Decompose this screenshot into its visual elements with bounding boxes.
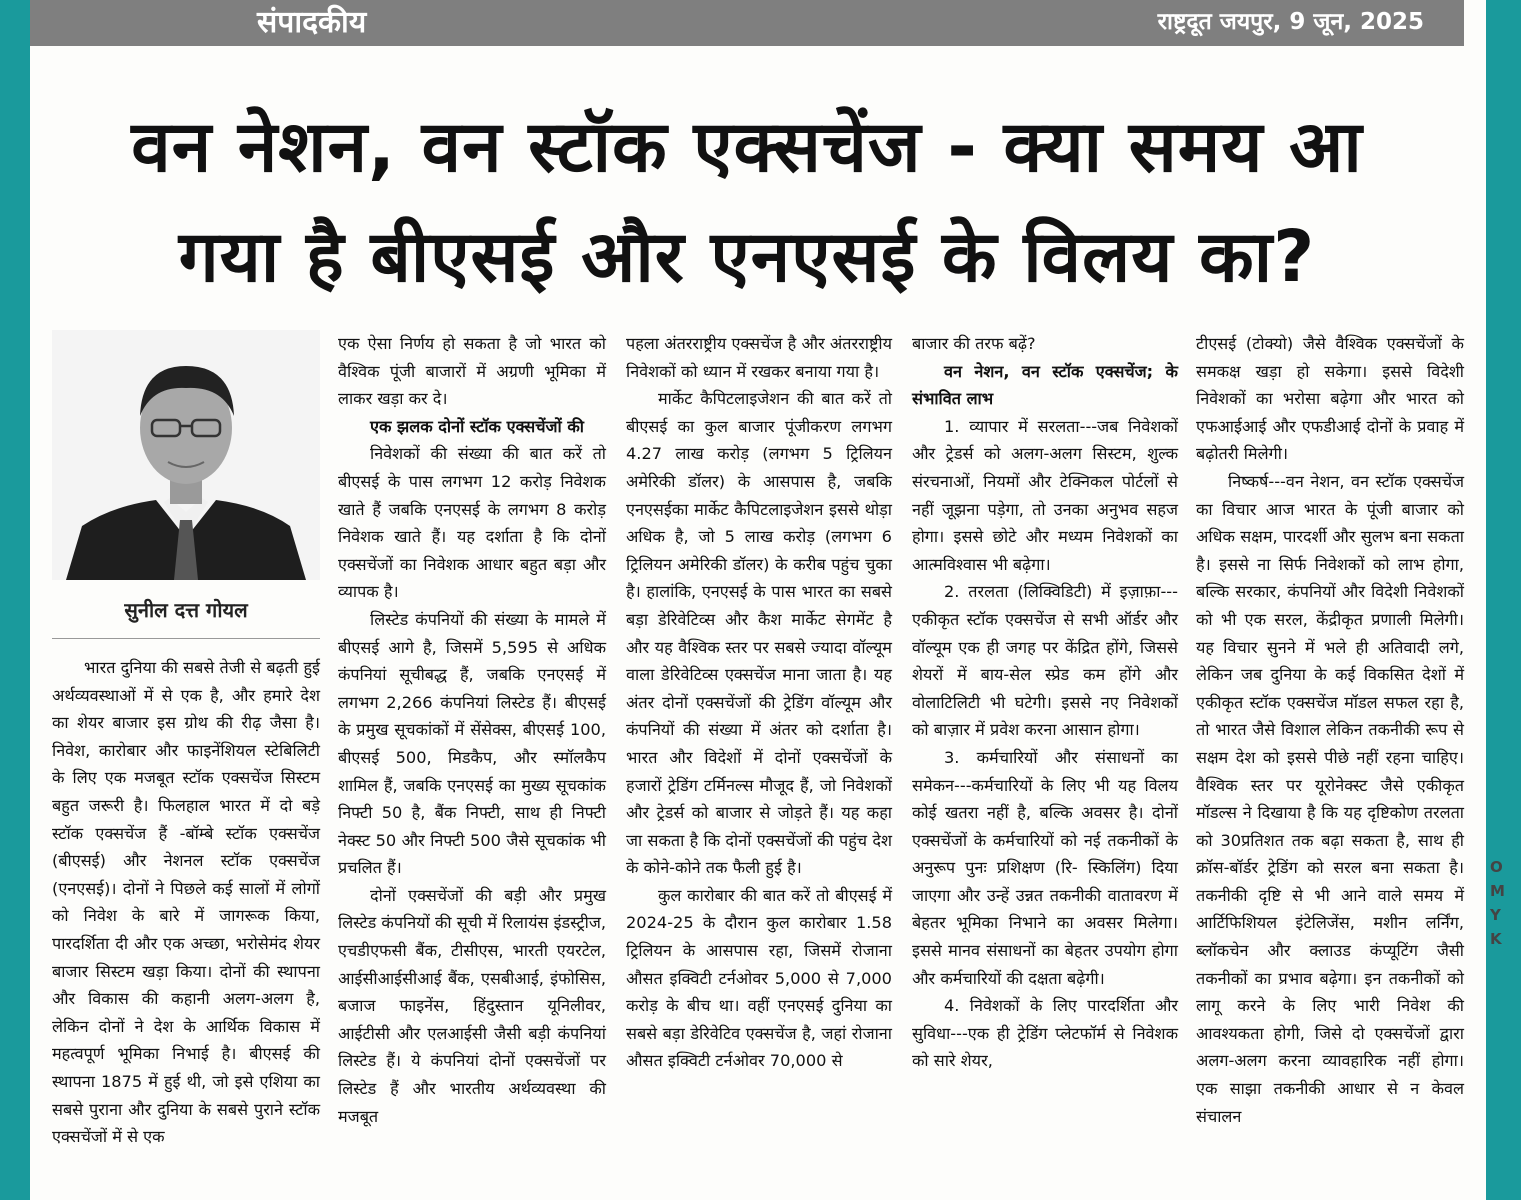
dateline: राष्ट्रदूत जयपुर, 9 जून, 2025 bbox=[1157, 9, 1424, 35]
newspaper-page bbox=[30, 0, 1486, 1200]
headline bbox=[30, 92, 1464, 312]
column-1-body bbox=[52, 654, 320, 1151]
edge-letter: K bbox=[1490, 930, 1502, 948]
column-3-paragraph: मार्केट कैपिटलाइजेशन की बात करें तो बीएसई का कुल बाजार पूंजीकरण लगभग 4.27 लाख करोड़ (लगभग 5 ट्रिलियन अमेरिकी डॉलर) के आसपास है, जबकि एनएसईका मार्केट कैपिटलाइजेशन इससे थोड़ा अधिक है, जो 5 लाख करोड़ (लगभग 6 ट्रिलियन अमेरिकी डॉलर) के करीब पहुंच चुका है। हालांकि, एनएसई के पास भारत का सबसे बड़ा डेरिवेटिव्स और कैश मार्केट सेगमेंट है और यह वैश्विक स्तर पर सबसे ज्यादा वॉल्यूम वाला डेरिवेटिव्स एक्सचेंज माना जाता है। यह अंतर दोनों एक्सचेंजों की ट्रेडिंग वॉल्यूम और कंपनियों की संख्या में अंतर को दर्शाता है। भारत और विदेशों में दोनों एक्सचेंजों के हजारों ट्रेडिंग टर्मिनल्स मौजूद हैं, जो निवेशकों और ट्रेडर्स को बाजार से जोड़ते हैं। यह कहा जा सकता है कि दोनों एक्सचेंजों की पहुंच देश के कोने-कोने तक फैली हुई है। bbox=[626, 389, 892, 878]
column-4-subheading: वन नेशन, वन स्टॉक एक्सचेंज; के संभावित लाभ bbox=[912, 361, 1178, 409]
column-2-paragraph: निवेशकों की संख्या की बात करें तो बीएसई के पास लगभग 12 करोड़ निवेशक खाते हैं जबकि एनएसई के लगभग 8 करोड़ निवेशक खाते हैं। यह दर्शाता है कि दोनों एक्सचेंजों का निवेशक आधार बहुत बड़ा और व्यापक है। bbox=[338, 444, 606, 602]
column-2-intro: एक ऐसा निर्णय हो सकता है जो भारत को वैश्विक पूंजी बाजारों में अग्रणी भूमिका में लाकर खड़ा कर दे। bbox=[338, 334, 606, 409]
headline-line-2: गया है बीएसई और एनएसई के विलय का? bbox=[178, 215, 1316, 298]
author-byline: सुनील दत्त गोयल bbox=[124, 598, 248, 622]
column-3 bbox=[626, 330, 892, 1075]
section-label: संपादकीय bbox=[257, 5, 367, 40]
column-4-paragraph: 3. कर्मचारियों और संसाधनों का समेकन---कर्मचारियों के लिए भी यह विलय कोई खतरा नहीं है, बल्कि अवसर है। दोनों एक्सचेंजों के कर्मचारियों को नई तकनीकों के अनुरूप पुनः प्रशिक्षण (रि- स्किलिंग) दिया जाएगा और उन्हें उन्नत तकनीकी वातावरण में बेहतर भूमिका निभाने का अवसर मिलेगा। इससे मानव संसाधनों का बेहतर उपयोग होगा और कर्मचारियों की दक्षता बढ़ेगी। bbox=[912, 747, 1178, 988]
column-3-paragraph: कुल कारोबार की बात करें तो बीएसई में 2024-25 के दौरान कुल कारोबार 1.58 ट्रिलियन के आसपास रहा, जिसमें रोजाना औसत इक्विटी टर्नओवर 5,000 से 7,000 करोड़ के बीच था। वहीं एनएसई दुनिया का सबसे बड़ा डेरिवेटिव एक्सचेंज है, जहां रोजाना औसत इक्विटी टर्नओवर 70,000 से bbox=[626, 885, 892, 1071]
header-bar bbox=[30, 0, 1464, 46]
column-5-paragraph: निष्कर्ष---वन नेशन, वन स्टॉक एक्सचेंज का विचार आज भारत के पूंजी बाजार को अधिक सक्षम, पारदर्शी और सुलभ बना सकता है। इससे ना सिर्फ निवेशकों को लाभ होगा, बल्कि सरकार, कंपनियों और विदेशी निवेशकों को भी एक सरल, केंद्रीकृत प्रणाली मिलेगी। यह विचार सुनने में भले ही अतिवादी लगे, लेकिन जब दुनिया के कई विकसित देशों में एकीकृत स्टॉक एक्सचेंज मॉडल सफल रहा है, तो भारत जैसे विशाल लेकिन तकनीकी रूप से सक्षम देश को इससे पीछे नहीं रहना चाहिए। वैश्विक स्तर पर यूरोनेक्स्ट जैसे एकीकृत मॉडल्स ने दिखाया है कि यह दृष्टिकोण तरलता को 30प्रतिशत तक बढ़ा सकता है, साथ ही क्रॉस-बॉर्डर ट्रेडिंग को सरल बना सकता है। तकनीकी दृष्टि से भी आने वाले समय में आर्टिफिशियल इंटेलिजेंस, मशीन लर्निंग, ब्लॉकचेन और क्लाउड कंप्यूटिंग जैसी तकनीकों का प्रभाव बढ़ेगा। इन तकनीकों को लागू करने के लिए भारी निवेश की आवश्यकता होगी, जिसे दो एक्सचेंजों द्वारा अलग-अलग करना व्यावहारिक नहीं होगा। एक साझा तकनीकी आधार से न केवल संचालन bbox=[1196, 471, 1464, 1126]
column-4-paragraph: 1. व्यापार में सरलता---जब निवेशकों और ट्रेडर्स को अलग-अलग सिस्टम, शुल्क संरचनाओं, नियमों और टेक्निकल पोर्टलों से नहीं जूझना पड़ेगा, तो उनका अनुभव सहज होगा। इससे छोटे और मध्यम निवेशकों का आत्मविश्वास भी बढ़ेगा। bbox=[912, 416, 1178, 574]
column-2-paragraph: दोनों एक्सचेंजों की बड़ी और प्रमुख लिस्टेड कंपनियों की सूची में रिलायंस इंडस्ट्रीज, एचडीएफसी बैंक, टीसीएस, भारती एयरटेल, आईसीआईसीआई बैंक, एसबीआई, इंफोसिस, बजाज फाइनेंस, हिंदुस्तान यूनिलीवर, आईटीसी और एलआईसी जैसी बड़ी कंपनियां लिस्टेड हैं। ये कंपनियां दोनों एक्सचेंजों पर लिस्टेड हैं और भारतीय अर्थव्यवस्था की मजबूत bbox=[338, 885, 606, 1126]
column-4-paragraph: 2. तरलता (लिक्विडिटी) में इज़ाफ़ा---एकीकृत स्टॉक एक्सचेंज से सभी ऑर्डर और वॉल्यूम एक ही जगह पर केंद्रित होंगे, जिससे शेयरों में बाय-सेल स्प्रेड कम होंगे और वोलाटिलिटी भी घटेगी। इससे नए निवेशकों को बाज़ार में प्रवेश करना आसान होगा। bbox=[912, 582, 1178, 740]
edge-letters bbox=[1490, 855, 1505, 951]
column-3-paragraph: पहला अंतरराष्ट्रीय एक्सचेंज है और अंतरराष्ट्रीय निवेशकों को ध्यान में रखकर बनाया गया है। bbox=[626, 334, 892, 381]
column-4 bbox=[912, 330, 1178, 1075]
edge-letter: M bbox=[1490, 882, 1505, 900]
edge-letter: Y bbox=[1490, 906, 1501, 924]
column-2-subheading: एक झलक दोनों स्टॉक एक्सचेंजों की bbox=[370, 416, 584, 436]
column-5-paragraph: टीएसई (टोक्यो) जैसे वैश्विक एक्सचेंजों के समकक्ष खड़ा हो सकेगा। इससे विदेशी निवेशकों का भरोसा बढ़ेगा और भारत को एफआईआई और एफडीआई दोनों के प्रवाह में बढ़ोतरी मिलेगी। bbox=[1196, 334, 1464, 464]
column-2-paragraph: लिस्टेड कंपनियों की संख्या के मामले में बीएसई आगे है, जिसमें 5,595 से अधिक कंपनियां सूचीबद्ध हैं, जबकि एनएसई में लगभग 2,266 कंपनियां लिस्टेड हैं। बीएसई के प्रमुख सूचकांकों में सेंसेक्स, बीएसई 100, बीएसई 500, मिडकैप, और स्मॉलकैप शामिल हैं, जबकि एनएसई का मुख्य सूचकांक निफ्टी 50 है, बैंक निफ्टी, साथ ही निफ्टी नेक्स्ट 50 और निफ्टी 500 जैसे सूचकांक भी प्रचलित हैं। bbox=[338, 609, 606, 878]
column-4-intro: बाजार की तरफ बढ़ें? bbox=[912, 334, 1036, 353]
edge-letter: O bbox=[1490, 858, 1503, 876]
headline-line-1: वन नेशन, वन स्टॉक एक्सचेंज - क्या समय आ bbox=[131, 105, 1363, 188]
column-2 bbox=[338, 330, 606, 1130]
column-4-paragraph: 4. निवेशकों के लिए पारदर्शिता और सुविधा---एक ही ट्रेडिंग प्लेटफॉर्म से निवेशक को सारे शेयर, bbox=[912, 996, 1178, 1071]
column-1 bbox=[52, 330, 320, 1200]
column-1-paragraph: भारत दुनिया की सबसे तेजी से बढ़ती हुई अर्थव्यवस्थाओं में से एक है, और हमारे देश का शेयर बाजार इस ग्रोथ की रीढ़ जैसा है। निवेश, कारोबार और फाइनेंशियल स्टेबिलिटी के लिए एक मजबूत स्टॉक एक्सचेंज सिस्टम बहुत जरूरी है। फिलहाल भारत में दो बड़े स्टॉक एक्सचेंज हैं -बॉम्बे स्टॉक एक्सचेंज (बीएसई) और नेशनल स्टॉक एक्सचेंज (एनएसई)। दोनों ने पिछले कई सालों में लोगों को निवेश के बारे में जागरूक किया, पारदर्शिता दी और एक अच्छा, भरोसेमंद शेयर बाजार सिस्टम खड़ा किया। दोनों की स्थापना और विकास की कहानी अलग-अलग है, लेकिन दोनों ने देश के आर्थिक विकास में महत्वपूर्ण भूमिका निभाई है। बीएसई की स्थापना 1875 में हुई थी, जो इसे एशिया का सबसे पुराना और दुनिया के सबसे पुराने स्टॉक एक्सचेंजों में से एक bbox=[52, 658, 320, 1147]
column-5 bbox=[1196, 330, 1464, 1130]
